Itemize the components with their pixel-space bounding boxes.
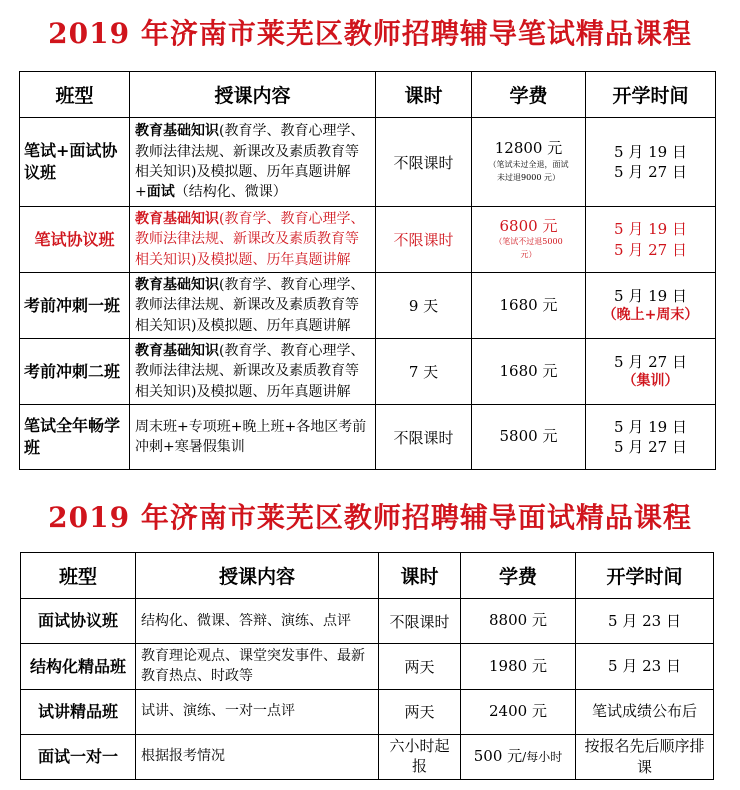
table-row [21, 689, 714, 734]
fee-value: 6800 元 [499, 216, 558, 235]
table-row [20, 118, 716, 207]
class-name: 笔试全年畅学班 [20, 405, 130, 470]
content-text: (教育学、教育心理学、教师法律法规、新课改及素质教育等相关知识)及模拟题、历年真题讲解+ [135, 123, 365, 201]
class-name: 面试协议班 [21, 599, 136, 644]
start-date: 笔试成绩公布后 [576, 689, 714, 734]
table-row [20, 207, 716, 273]
fee-unit: /每小时 [522, 749, 563, 764]
table-row [21, 734, 714, 779]
course-fee: 1680 元 [472, 273, 586, 339]
course-fee: 1680 元 [472, 339, 586, 405]
written-course-title: 2019 年济南市莱芜区教师招聘辅导笔试精品课程 [48, 17, 692, 50]
interview-course-title: 2019 年济南市莱芜区教师招聘辅导面试精品课程 [48, 501, 692, 534]
date-line: 5 月 27 日 [614, 240, 687, 259]
table-header-row [21, 553, 714, 599]
content-text: （结构化、微课） [174, 184, 287, 201]
table-row [20, 273, 716, 339]
table-row [20, 405, 716, 470]
class-name: 面试一对一 [21, 734, 136, 779]
start-date: 按报名先后顺序排课 [576, 734, 714, 779]
course-hours: 9 天 [376, 273, 472, 339]
date-note: （晚上+周末） [602, 307, 699, 324]
course-hours: 两天 [379, 689, 461, 734]
fee-value: 12800 元 [494, 139, 563, 158]
course-hours: 不限课时 [376, 405, 472, 470]
table-row [21, 599, 714, 644]
content-text: (教育学、教育心理学、教师法律法规、新课改及素质教育等相关知识)及模拟题、历年真题讲解 [135, 277, 365, 334]
content-bold: 教育基础知识 [135, 343, 219, 360]
date-line: 5 月 27 日 [614, 438, 687, 456]
header-fee: 学费 [461, 553, 576, 599]
course-hours: 不限课时 [379, 599, 461, 644]
start-date [586, 207, 716, 273]
course-content: 周末班+专项班+晚上班+各地区考前冲刺+寒暑假集训 [130, 405, 376, 470]
course-content: 结构化、微课、答辩、演练、点评 [136, 599, 379, 644]
course-fee: 8800 元 [461, 599, 576, 644]
interview-course-table [20, 552, 714, 780]
course-fee [472, 118, 586, 207]
header-content: 授课内容 [130, 72, 376, 118]
start-date: 5 月 23 日 [576, 599, 714, 644]
date-line: 5 月 27 日 [614, 163, 687, 181]
header-start-date: 开学时间 [586, 72, 716, 118]
course-fee [472, 207, 586, 273]
table-row [21, 644, 714, 690]
date-line: 5 月 19 日 [614, 220, 687, 239]
start-date [586, 339, 716, 405]
class-name: 考前冲刺一班 [20, 273, 130, 339]
class-name: 试讲精品班 [21, 689, 136, 734]
course-hours: 不限课时 [376, 118, 472, 207]
class-name: 考前冲刺二班 [20, 339, 130, 405]
content-text: (教育学、教育心理学、教师法律法规、新课改及素质教育等相关知识)及模拟题、历年真题讲解 [135, 343, 365, 400]
course-hours: 不限课时 [376, 207, 472, 273]
class-name: 笔试协议班 [20, 207, 130, 273]
start-date [586, 273, 716, 339]
course-content [130, 273, 376, 339]
course-hours: 两天 [379, 644, 461, 690]
course-hours: 六小时起报 [379, 734, 461, 779]
written-course-table [19, 71, 716, 470]
course-content: 试讲、演练、一对一点评 [136, 689, 379, 734]
content-bold: 教育基础知识 [135, 123, 219, 140]
date-line: 5 月 19 日 [614, 286, 687, 305]
content-text: (教育学、教育心理学、教师法律法规、新课改及素质教育等相关知识)及模拟题、历年真题讲解 [135, 211, 365, 268]
course-hours: 7 天 [376, 339, 472, 405]
header-class-type: 班型 [21, 553, 136, 599]
fee-value: 500 元 [473, 746, 523, 765]
course-content [130, 339, 376, 405]
start-date [586, 118, 716, 207]
table-header-row [20, 72, 716, 118]
content-bold: 面试 [146, 184, 175, 201]
header-start-date: 开学时间 [576, 553, 714, 599]
class-name: 笔试+面试协议班 [20, 118, 130, 207]
course-fee: 5800 元 [472, 405, 586, 470]
date-line: 5 月 19 日 [614, 142, 687, 161]
fee-note: （笔试不过退5000 元） [494, 237, 563, 260]
header-hours: 课时 [379, 553, 461, 599]
start-date: 5 月 23 日 [576, 644, 714, 690]
course-fee: 1980 元 [461, 644, 576, 690]
start-date [586, 405, 716, 470]
course-content: 根据报考情况 [136, 734, 379, 779]
date-line: 5 月 19 日 [614, 417, 687, 436]
header-class-type: 班型 [20, 72, 130, 118]
course-content: 教育理论观点、课堂突发事件、最新教育热点、时政等 [136, 644, 379, 690]
content-bold: 教育基础知识 [135, 211, 219, 228]
fee-note: （笔试未过全退，面试未过退9000 元） [488, 159, 569, 182]
header-hours: 课时 [376, 72, 472, 118]
course-content [130, 118, 376, 207]
date-note: （集训） [622, 373, 679, 390]
date-line: 5 月 27 日 [614, 352, 687, 371]
table-row [20, 339, 716, 405]
course-content [130, 207, 376, 273]
course-fee: 2400 元 [461, 689, 576, 734]
course-fee [461, 734, 576, 779]
header-content: 授课内容 [136, 553, 379, 599]
class-name: 结构化精品班 [21, 644, 136, 690]
content-bold: 教育基础知识 [135, 277, 219, 294]
header-fee: 学费 [472, 72, 586, 118]
